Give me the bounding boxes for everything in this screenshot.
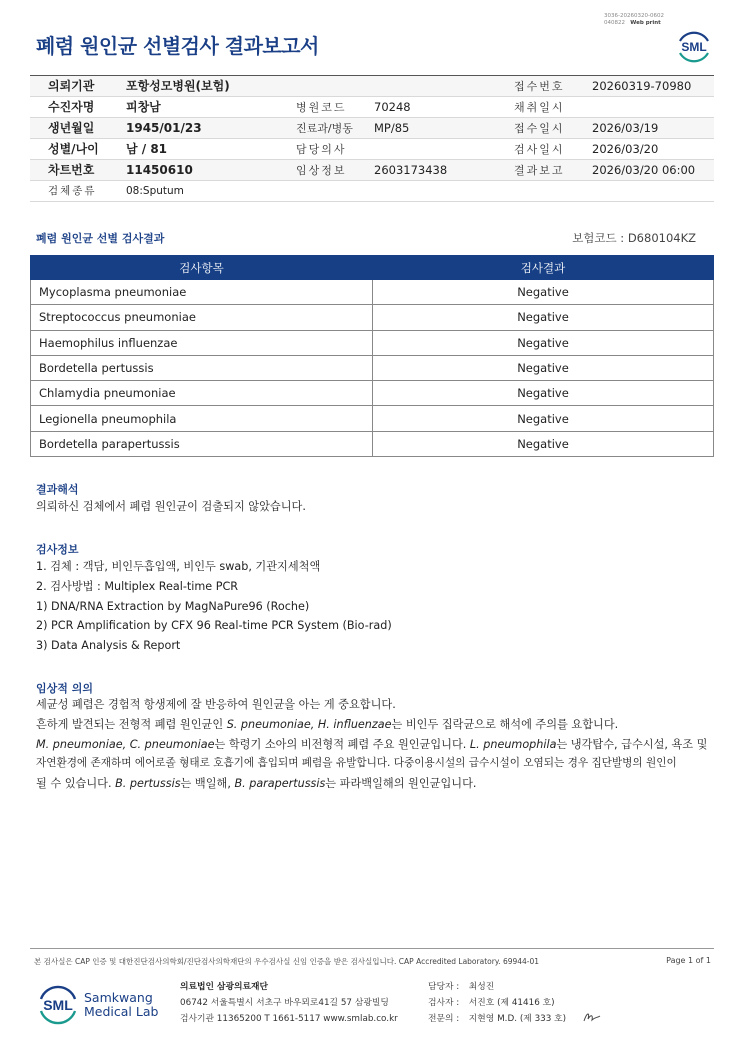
test-result: Negative — [373, 381, 714, 406]
test-item: Haemophilus influenzae — [31, 330, 373, 355]
footer-address-block — [180, 979, 398, 1027]
hospital-code-value: 70248 — [374, 100, 411, 114]
test-item: Mycoplasma pneumoniae — [31, 280, 373, 305]
specimen-label: 검체종류 — [48, 185, 97, 197]
text-span: 는 비인두 집락균으로 해석에 주의를 요합니다. — [391, 717, 619, 731]
footer-divider — [30, 948, 714, 949]
staff-value: 최성진 — [468, 982, 495, 992]
staff-label: 담당자 : — [428, 982, 460, 992]
test-info-line: 2) PCR Amplification by CFX 96 Real-time PCR System (Bio-rad) — [36, 619, 392, 633]
report-date-label: 결과보고 — [514, 164, 565, 177]
staff-value: 서진호 (제 41416 호) — [468, 998, 555, 1008]
birth-value: 1945/01/23 — [126, 121, 202, 135]
test-info-title: 검사정보 — [36, 543, 79, 556]
test-result: Negative — [373, 355, 714, 380]
sml-footer-logo-text: SML — [43, 997, 73, 1013]
print-id — [604, 13, 664, 27]
test-info-line: 3) Data Analysis & Report — [36, 639, 181, 653]
test-info-line: 2. 검사방법 : Multiplex Real-time PCR — [36, 579, 239, 593]
clinical-line-2 — [36, 715, 707, 735]
sex-age-label: 성별/나이 — [48, 142, 99, 156]
requester-label: 의뢰기관 — [48, 79, 95, 93]
clinical-info-value: 2603173438 — [374, 163, 448, 177]
test-result: Negative — [373, 305, 714, 330]
info-row-2 — [30, 97, 714, 118]
chart-no-label: 차트번호 — [48, 163, 95, 177]
text-span: 될 수 있습니다. — [36, 777, 116, 791]
table-row — [31, 330, 714, 355]
hospital-code-label: 병원코드 — [296, 101, 347, 114]
results-header-row — [31, 256, 714, 280]
sml-logo-text: SML — [681, 40, 707, 54]
print-id-line1: 3036-20260320-0602 — [604, 13, 664, 19]
test-date-label: 검사일시 — [514, 143, 565, 156]
interpretation-title: 결과해석 — [36, 483, 79, 496]
clinical-meaning-title: 임상적 의의 — [36, 682, 93, 695]
organism-italic: B. parapertussis — [234, 777, 326, 791]
test-item: Chlamydia pneumoniae — [31, 381, 373, 406]
brand-line-2: Medical Lab — [84, 1004, 159, 1019]
report-date-value: 2026/03/20 06:00 — [592, 163, 696, 177]
clinical-info-label: 임상정보 — [296, 164, 347, 177]
test-item: Bordetella pertussis — [31, 355, 373, 380]
brand-line-1: Samkwang — [84, 990, 153, 1005]
organism-italic: B. pertussis — [115, 777, 181, 791]
staff-block — [428, 979, 566, 1027]
doctor-label: 담당의사 — [296, 143, 347, 156]
table-row — [31, 431, 714, 456]
col-result-header: 검사결과 — [373, 256, 714, 280]
requester-value: 포항성모병원(보험) — [126, 79, 230, 93]
receipt-date-value: 2026/03/19 — [592, 121, 659, 135]
accreditation-note: 본 검사실은 CAP 인증 및 대한진단검사의학회/진단검사의학재단의 우수검사실 신임 인증을 받은 검사실입니다. CAP Accredited Laboratory. 69944-01 — [34, 957, 540, 966]
staff-label: 전문의 : — [428, 1014, 460, 1024]
patient-info-grid — [30, 76, 714, 202]
table-row — [31, 406, 714, 431]
table-row — [31, 280, 714, 305]
birth-label: 생년월일 — [48, 121, 95, 135]
interpretation-line: 의뢰하신 검체에서 폐렴 원인균이 검출되지 않았습니다. — [36, 500, 306, 513]
sml-footer-logo-icon — [36, 982, 80, 1026]
org-name: 의료법인 삼광의료재단 — [180, 982, 269, 992]
results-table — [30, 255, 714, 457]
info-row-4 — [30, 139, 714, 160]
collect-date-label: 채취일시 — [514, 101, 565, 114]
text-span: 는 냉각탑수, 급수시설, 욕조 및 — [556, 737, 708, 751]
table-row — [31, 305, 714, 330]
org-contact: 검사기관 11365200 T 1661-5117 www.smlab.co.kr — [180, 1014, 398, 1024]
organism-italic: L. pneumophila — [469, 737, 557, 751]
insurance-code: 보험코드 : D680104KZ — [572, 231, 696, 245]
interpretation-text — [36, 497, 306, 517]
text-span: 는 백일해, — [180, 777, 235, 791]
table-row — [31, 381, 714, 406]
text-span: 흔하게 발견되는 전형적 폐렴 원인균인 — [36, 717, 227, 731]
test-item: Legionella pneumophila — [31, 406, 373, 431]
test-info-line: 1) DNA/RNA Extraction by MagNaPure96 (Roche) — [36, 599, 310, 613]
text-span: 는 파라백일해의 원인균입니다. — [325, 777, 477, 791]
org-address: 06742 서울특별시 서초구 바우뫼로41길 57 삼광빌딩 — [180, 998, 389, 1008]
receipt-no-label: 접수번호 — [514, 80, 565, 93]
patient-name-value: 피창남 — [126, 100, 161, 114]
organism-italic: M. pneumoniae, C. pneumoniae — [36, 737, 215, 751]
print-id-line2: 040822 — [604, 20, 625, 26]
clinical-line-5 — [36, 774, 707, 794]
organism-italic: S. pneumoniae, H. influenzae — [226, 717, 392, 731]
info-row-1 — [30, 76, 714, 97]
dept-label: 진료과/병동 — [296, 122, 353, 135]
staff-value: 지현영 M.D. (제 333 호) — [468, 1014, 567, 1024]
chart-no-value: 11450610 — [126, 163, 193, 177]
test-result: Negative — [373, 431, 714, 456]
info-row-5 — [30, 160, 714, 181]
receipt-no-value: 20260319-70980 — [592, 79, 692, 93]
test-result: Negative — [373, 406, 714, 431]
signature-icon — [582, 1010, 602, 1024]
test-item: Streptococcus pneumoniae — [31, 305, 373, 330]
test-item: Bordetella parapertussis — [31, 431, 373, 456]
test-info-line: 1. 검체 : 객담, 비인두흡입액, 비인두 swab, 기관지세척액 — [36, 560, 321, 573]
results-section-title: 폐렴 원인균 선별 검사결과 — [36, 232, 165, 245]
test-info-text — [36, 557, 392, 656]
text-span: 는 학령기 소아의 비전형적 폐렴 주요 원인균입니다. — [214, 737, 470, 751]
clinical-line-3 — [36, 735, 707, 755]
footer-brand — [84, 991, 158, 1019]
staff-label: 검사자 : — [428, 998, 460, 1008]
clinical-meaning-text — [36, 695, 707, 794]
page-number: Page 1 of 1 — [666, 956, 711, 965]
col-item-header: 검사항목 — [31, 256, 373, 280]
web-print-mark: Web print — [630, 20, 661, 26]
report-title: 폐렴 원인균 선별검사 결과보고서 — [36, 34, 319, 58]
clinical-line-1: 세균성 폐렴은 경험적 항생제에 잘 반응하여 원인균을 아는 게 중요합니다. — [36, 698, 396, 711]
clinical-line-4: 자연환경에 존재하며 에어로졸 형태로 호흡기에 흡입되며 폐렴을 유발합니다. 다중이용시설의 급수시설이 오염되는 경우 집단발병의 원인이 — [36, 757, 677, 770]
test-result: Negative — [373, 280, 714, 305]
table-row — [31, 355, 714, 380]
info-row-3 — [30, 118, 714, 139]
test-result: Negative — [373, 330, 714, 355]
info-row-6 — [30, 181, 714, 202]
sex-age-value: 남 / 81 — [126, 142, 168, 156]
specimen-value: 08:Sputum — [126, 185, 184, 197]
test-date-value: 2026/03/20 — [592, 142, 659, 156]
receipt-date-label: 접수일시 — [514, 122, 565, 135]
sml-logo-icon — [674, 26, 714, 66]
dept-value: MP/85 — [374, 121, 410, 135]
patient-name-label: 수진자명 — [48, 100, 95, 114]
